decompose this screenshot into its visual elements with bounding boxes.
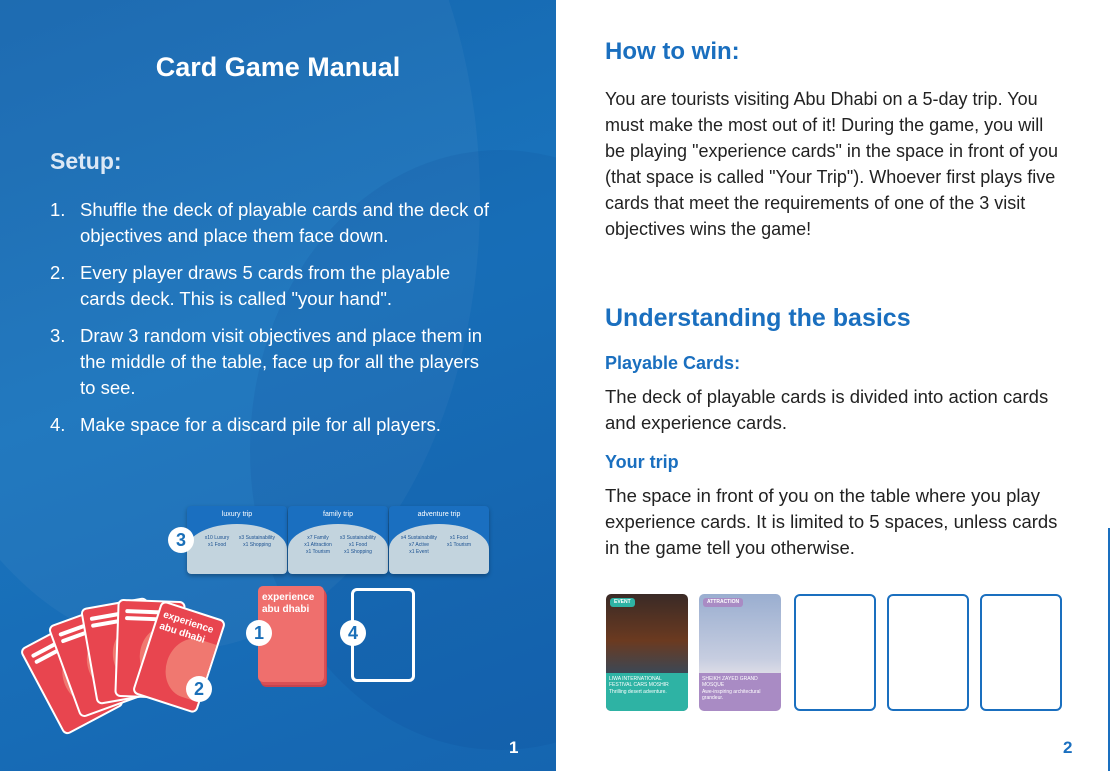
card-subtitle: Thrilling desert adventure. [609, 689, 667, 695]
req: x4 Sustainability [400, 535, 438, 541]
step-number: 1. [50, 199, 66, 220]
setup-step [50, 323, 495, 401]
playable-cards-heading: Playable Cards: [605, 353, 741, 373]
playable-cards-text: The deck of playable cards is divided into action cards and experience cards. [605, 386, 1049, 433]
objective-requirements [288, 524, 388, 574]
badge-3: 3 [168, 527, 194, 553]
objective-card-luxury [187, 506, 287, 574]
req: x7 Family [307, 535, 329, 541]
req: x1 Tourism [305, 549, 331, 555]
badge-2: 2 [186, 676, 212, 702]
trip-card-attraction [699, 594, 781, 711]
step-text: Draw 3 random visit objectives and place them in the middle of the table, face up for all the players to see. [80, 325, 483, 398]
req: x1 Food [449, 535, 469, 541]
win-text: You are tourists visiting Abu Dhabi on a 5-day trip. You must make the most out of it! During the game, you will be playing "experience cards" in the space in front of you (that space is called "Your Trip"). Whoever first plays five cards that meet the requirements of one of the 3 visit objectives wins the game! [605, 89, 1059, 239]
step-text: Make space for a discard pile for all players. [80, 414, 441, 435]
right-page [556, 0, 1112, 771]
card-subtitle: Awe-inspiring architectural grandeur. [702, 689, 761, 701]
setup-step [50, 260, 495, 312]
card-logo: experience abu dhabi [262, 592, 315, 615]
card-type-label: ATTRACTION [703, 598, 743, 607]
basics-heading: Understanding the basics [605, 304, 911, 332]
your-trip-heading: Your trip [605, 452, 679, 472]
setup-heading: Setup: [50, 148, 122, 174]
req: x1 Shopping [243, 542, 271, 548]
step-text: Shuffle the deck of playable cards and the deck of objectives and place them face down. [80, 199, 489, 246]
badge-4: 4 [340, 620, 366, 646]
setup-step [50, 412, 495, 438]
req: x1 Shopping [344, 549, 372, 555]
objective-title: family trip [323, 511, 353, 518]
req: x3 Sustainability [238, 535, 276, 541]
req: x1 Food [207, 542, 227, 548]
card-name: SHEIKH ZAYED GRAND MOSQUE [702, 676, 758, 688]
page-number: 2 [1063, 738, 1073, 757]
objective-requirements [187, 524, 287, 574]
page-title: Card Game Manual [155, 52, 401, 82]
card-name: LIWA INTERNATIONAL FESTIVAL CARS MOSHIR [609, 676, 669, 688]
objective-card-adventure [389, 506, 489, 574]
setup-step [50, 197, 495, 249]
step-number: 2. [50, 262, 66, 283]
objective-card-family [288, 506, 388, 574]
your-trip-text: The space in front of you on the table where you play experience cards. It is limited to 5 spaces, unless cards in the game tell you otherwise. [605, 485, 1058, 558]
empty-trip-slot [980, 594, 1062, 711]
trip-card-event [606, 594, 688, 711]
card-logo: experience abu dhabi [157, 609, 215, 646]
objective-title: luxury trip [221, 511, 253, 518]
req: x10 Luxury [204, 535, 230, 541]
win-heading: How to win: [605, 38, 740, 65]
req: x1 Attraction [304, 542, 332, 548]
step-number: 4. [50, 414, 66, 435]
step-number: 3. [50, 325, 66, 346]
req: x1 Food [348, 542, 368, 548]
empty-trip-slot [794, 594, 876, 711]
setup-steps [50, 197, 495, 449]
empty-trip-slot [887, 594, 969, 711]
req: x7 Active [408, 542, 429, 548]
req: x1 Tourism [446, 542, 472, 548]
page-number: 1 [509, 738, 519, 757]
objective-title: adventure trip [417, 511, 461, 518]
card-type-label: EVENT [610, 598, 635, 607]
req: x1 Event [409, 549, 429, 555]
objective-requirements [389, 524, 489, 574]
req: x3 Sustainability [339, 535, 377, 541]
page-edge-line [1108, 528, 1110, 771]
step-text: Every player draws 5 cards from the playable cards deck. This is called "your hand". [80, 262, 451, 309]
badge-1: 1 [246, 620, 272, 646]
